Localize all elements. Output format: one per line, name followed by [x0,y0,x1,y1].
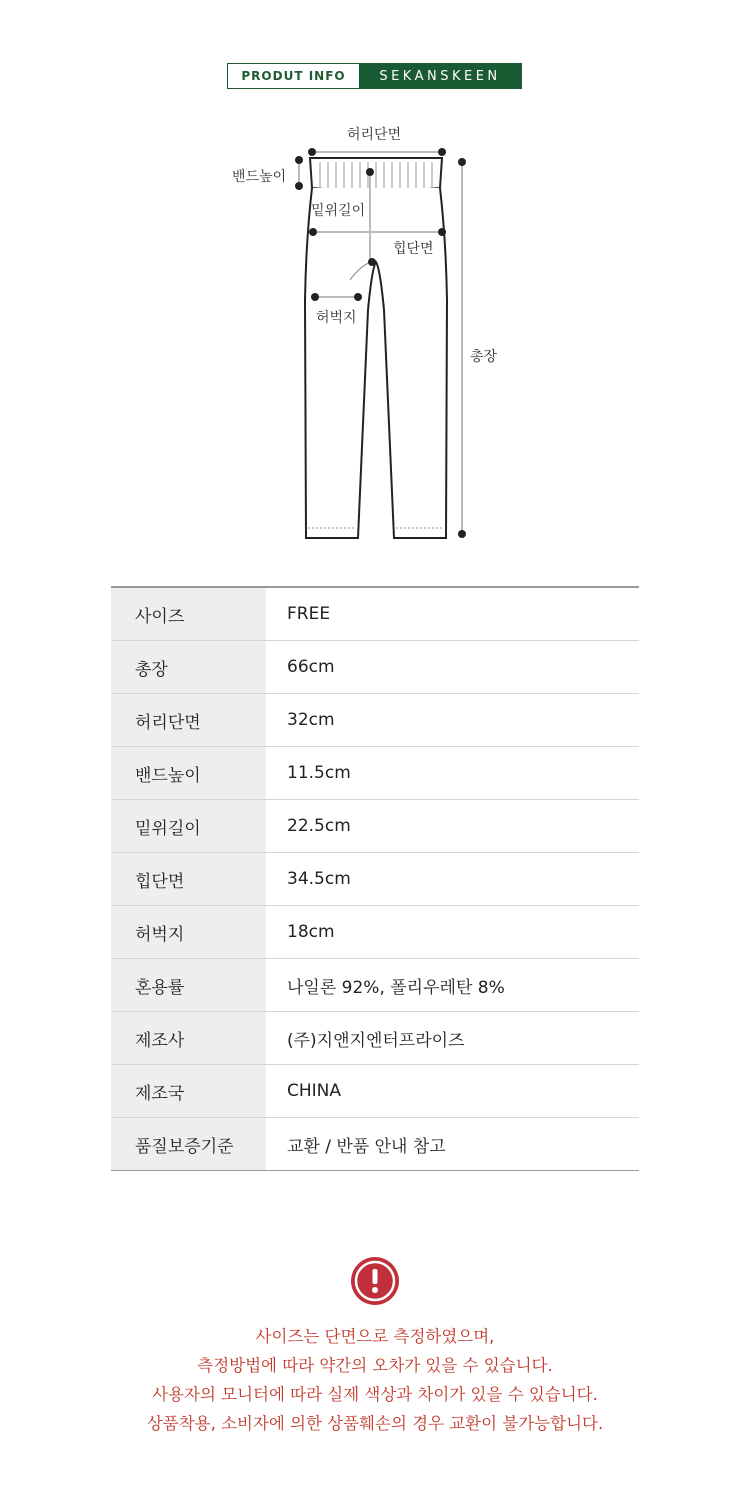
spec-key: 총장 [111,641,266,694]
spec-key: 허벅지 [111,906,266,959]
spec-value: 22.5cm [266,800,639,853]
table-row [111,1012,639,1065]
spec-key: 품질보증기준 [111,1118,266,1171]
table-row [111,747,639,800]
spec-value: 34.5cm [266,853,639,906]
size-notice [0,1322,750,1438]
rise-label: 밑위길이 [311,203,366,219]
notice-line: 상품착용, 소비자에 의한 상품훼손의 경우 교환이 불가능합니다. [146,1414,604,1433]
table-row [111,906,639,959]
spec-value: 교환 / 반품 안내 참고 [266,1118,639,1171]
spec-key: 허리단면 [111,694,266,747]
table-row [111,959,639,1012]
spec-key: 힙단면 [111,853,266,906]
exclamation-circle-icon [350,1256,400,1306]
brand-name: SEKANSKEEN [359,64,521,88]
measurement-diagram [220,110,520,560]
spec-value: 32cm [266,694,639,747]
table-row [111,1065,639,1118]
length-label: 총장 [470,349,498,365]
spec-key: 혼용률 [111,959,266,1012]
hip-label: 힙단면 [393,241,434,257]
spec-value: CHINA [266,1065,639,1118]
spec-key: 제조사 [111,1012,266,1065]
table-row [111,853,639,906]
product-info-label: PRODUT INFO [228,64,359,88]
spec-value: 11.5cm [266,747,639,800]
table-row [111,694,639,747]
band-height-label: 밴드높이 [232,169,287,185]
spec-value: 18cm [266,906,639,959]
thigh-label: 허벅지 [316,310,357,326]
spec-table [111,586,639,1171]
notice-line: 사용자의 모니터에 따라 실제 색상과 차이가 있을 수 있습니다. [152,1385,598,1404]
product-info-badge [227,63,522,89]
table-row [111,1118,639,1171]
spec-value: 나일론 92%, 폴리우레탄 8% [266,959,639,1012]
notice-line: 측정방법에 따라 약간의 오차가 있을 수 있습니다. [197,1356,553,1375]
spec-key: 제조국 [111,1065,266,1118]
spec-value: FREE [266,587,639,641]
waist-label: 허리단면 [347,127,402,143]
table-row [111,800,639,853]
spec-key: 밴드높이 [111,747,266,800]
spec-key: 밑위길이 [111,800,266,853]
table-row [111,587,639,641]
spec-value: (주)지앤지엔터프라이즈 [266,1012,639,1065]
notice-line: 사이즈는 단면으로 측정하였으며, [255,1327,495,1346]
spec-value: 66cm [266,641,639,694]
spec-key: 사이즈 [111,587,266,641]
table-row [111,641,639,694]
